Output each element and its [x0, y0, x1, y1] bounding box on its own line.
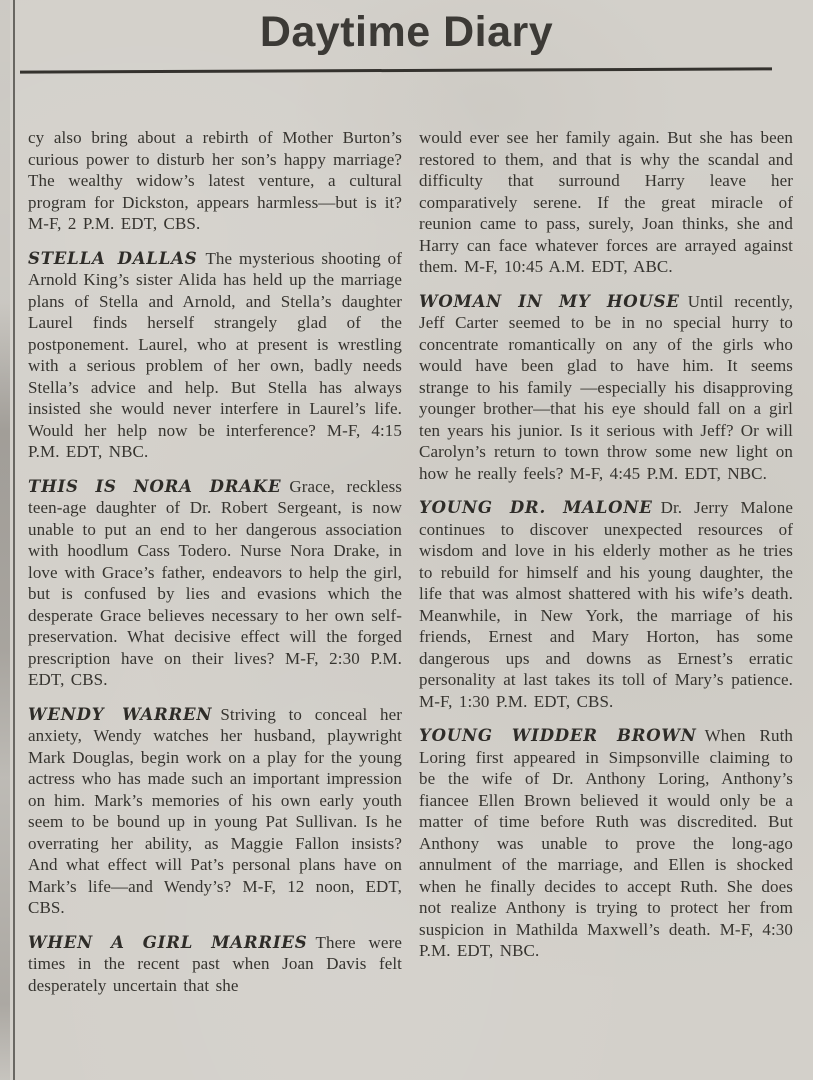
show-title: YOUNG DR. MALONE [419, 498, 653, 517]
entry-text: would ever see her family again. But she has been restored to them, and that is why the scandal and difficulty that surround Harry leave her comparatively serene. If the great miracle of reunion came to pass, surely, Joan thinks, she and Harry can face whatever forces are arrayed against them. M-F, 10:45 A.M. EDT, ABC. [419, 128, 793, 276]
entry-text: When Ruth Loring first appeared in Simpsonville claiming to be the wife of Dr. Anthony Loring, Anthony’s fiancee Ellen Brown believed it would only be a matter of time before Ruth was discredited. But Anthony was unable to prove the long-ago annulment of the marriage, and Ellen is shocked when he finally decides to accept Ruth. She does not realize Anthony is trying to protect her from suspicion in Mathilda Maxwell’s death. M-F, 4:30 P.M. EDT, NBC. [419, 726, 793, 960]
soap-entry-continuation [419, 127, 793, 278]
show-title: WOMAN IN MY HOUSE [419, 291, 680, 311]
soap-entry-woman-in-my-house [419, 291, 793, 485]
entry-text: Until recently, Jeff Carter seemed to be in no special hurry to concentrate romantically on any of the girls who would have been glad to have him. It seems strange to his family —especially his disapproving younger brother—that his eye should fall on a girl ten years his junior. Is it serious with Jeff? Or will Carolyn’s return to town throw some new light on how he really feels? M-F, 4:45 P.M. EDT, NBC. [419, 291, 793, 483]
right-column [419, 127, 793, 1009]
page-edge-line [13, 0, 15, 1080]
page-title: Daytime Diary [259, 8, 554, 56]
entry-text: There were times in the recent past when Joan Davis felt desperately uncertain that she [28, 932, 402, 995]
entry-text: Dr. Jerry Malone continues to discover unexpected resources of wisdom and love in his elderly mother as he tries to rebuild for himself and his young daughter, the life that was almost shattered with his wife’s death. Meanwhile, in New York, the marriage of his friends, Ernest and Mary Horton, has some dangerous ups and downs as Ernest’s erratic personality at last takes its toll of Mary’s patience. M-F, 1:30 P.M. EDT, CBS. [419, 498, 794, 711]
soap-entry-young-dr-malone [419, 497, 793, 712]
soap-entry-wendy-warren [28, 704, 402, 919]
header [0, 0, 813, 72]
entry-text: Grace, reckless teen-age daughter of Dr. Robert Sergeant, is now unable to put an end to her dangerous association with hoodlum Cass Todero. Nurse Nora Drake, in love with Grace’s father, endeavors to help the girl, but is confused by lies and evasions which the desperate Grace believes necessary to her own self-preservation. What decisive effect will the forged prescription have on their lives? M-F, 2:30 P.M. EDT, CBS. [28, 476, 402, 689]
show-title: WHEN A GIRL MARRIES [28, 932, 308, 952]
entry-text: cy also bring about a rebirth of Mother Burton’s curious power to disturb her son’s happy marriage? The wealthy widow’s latest venture, a cultural program for Dickston, appears harmless—but is it? M-F, 2 P.M. EDT, CBS. [28, 128, 402, 233]
soap-entry-when-a-girl-marries [28, 932, 402, 997]
article-columns [0, 72, 813, 1009]
show-title: STELLA DALLAS [28, 248, 198, 268]
entry-text: Striving to conceal her anxiety, Wendy watches her husband, playwright Mark Douglas, begin work on a play for the young actress who has made such an important impression on him. Mark’s memories of his own early youth seem to be bound up in young Pat Sullivan. Is he overrating her ability, as Maggie Fallon insists? And what effect will Pat’s personal plans have on Mark’s life—and Wendy’s? M-F, 12 noon, EDT, CBS. [28, 704, 403, 917]
soap-entry-continuation [28, 127, 402, 235]
soap-entry-young-widder-brown [419, 725, 793, 962]
show-title: WENDY WARREN [28, 704, 213, 724]
show-title: YOUNG WIDDER BROWN [419, 726, 697, 745]
entry-text: The mysterious shooting of Arnold King’s sister Alida has held up the marriage plans of Stella and Arnold, and Stella’s daughter Laurel finds herself strangely glad of the postponement. Laurel, who at present is wrestling with a serious problem of her own, badly needs Stella’s advice and help. But Stella has always insisted she would never interfere in Laurel’s life. Would her help now be interference? M-F, 4:15 P.M. EDT, NBC. [28, 248, 402, 461]
soap-entry-stella-dallas [28, 248, 402, 463]
soap-entry-this-is-nora-drake [28, 476, 402, 691]
show-title: THIS IS NORA DRAKE [28, 476, 282, 496]
page-edge-shadow [0, 0, 10, 1080]
left-column [28, 127, 402, 1009]
